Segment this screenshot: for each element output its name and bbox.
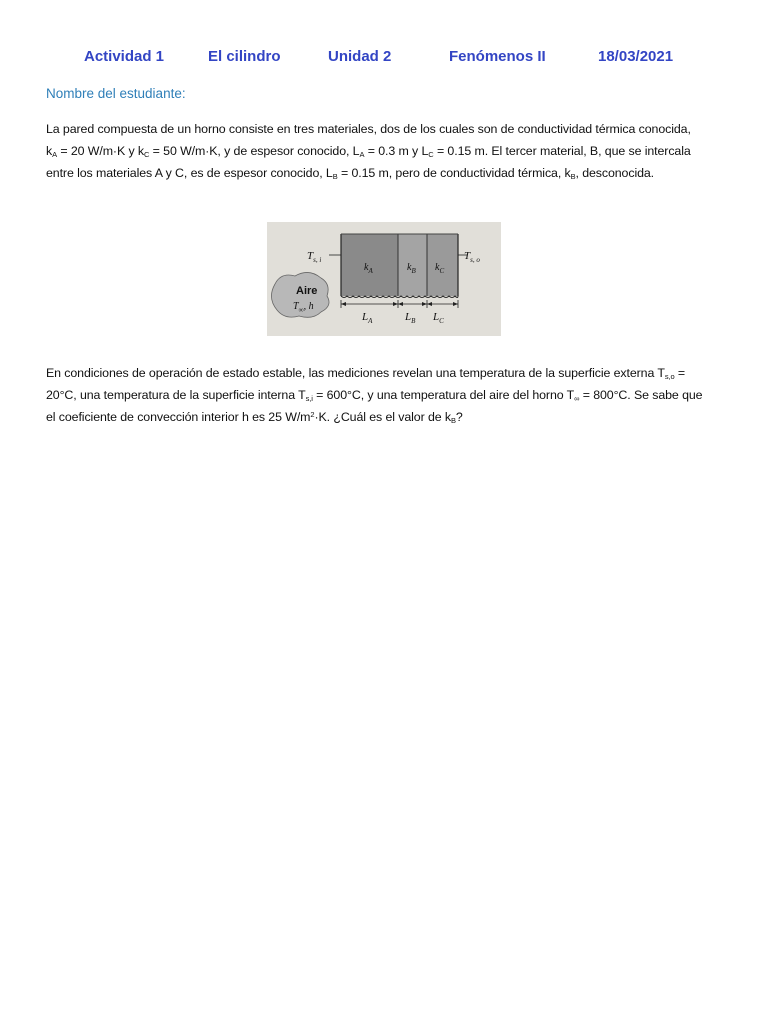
- material-c-layer: [427, 234, 458, 296]
- composite-wall-diagram: [267, 222, 501, 336]
- header-activity: Actividad 1: [84, 48, 165, 65]
- thickness-c-label: $L_C$: [433, 311, 444, 325]
- header-date: 18/03/2021: [598, 48, 674, 65]
- conductivity-b-label: $k_B$: [407, 262, 416, 275]
- conditions-paragraph: En condiciones de operación de estado estable, las mediciones revelan una temperatura de la superficie externa $T_{s,o}$ = 20°C, una temperatura de la superficie interna $T_{s,i} = 600^\circ C$, y una temperatura del aire del horno $T_\infty = 800^\circ C$. Se sabe que el coeficiente de convección interior h es 25 $W/m^2\cdot K$. ¿Cuál es el valor de $k_B$?: [46, 366, 703, 425]
- air-temp-label: $T_\infty$, h: [293, 301, 314, 314]
- header-topic: El cilindro: [208, 48, 281, 65]
- thickness-b-label: $L_B$: [405, 311, 416, 325]
- problem-statement-paragraph: La pared compuesta de un horno consiste en tres materiales, dos de los cuales son de conductividad térmica conocida, $k_A = 20$ W/m·K y $k_C = 50$ W/m·K, y de espesor conocido, $L_A = 0.3$ m y $L_C = 0.15$ m. El tercer material, B, que se intercala entre los materiales A y C, es de espesor conocido, $L_B = 0.15$ m, pero de conductividad térmica, $k_B$, desconocida.: [46, 122, 691, 181]
- surface-temp-outer-label: $T_{s, o}$: [464, 250, 480, 264]
- thickness-a-label: $L_A$: [362, 311, 373, 325]
- composite-wall-figure: [267, 222, 501, 336]
- header-unit: Unidad 2: [328, 48, 392, 65]
- air-label: Aire: [296, 285, 318, 297]
- conductivity-c-label: $k_C$: [435, 262, 445, 275]
- conductivity-a-label: $k_A$: [364, 262, 373, 275]
- material-a-layer: [341, 234, 398, 296]
- student-name-label: Nombre del estudiante:: [46, 86, 186, 101]
- material-b-layer: [398, 234, 427, 296]
- surface-temp-inner-label: $T_{s, i}$: [307, 250, 322, 264]
- header-course: Fenómenos II: [449, 48, 546, 65]
